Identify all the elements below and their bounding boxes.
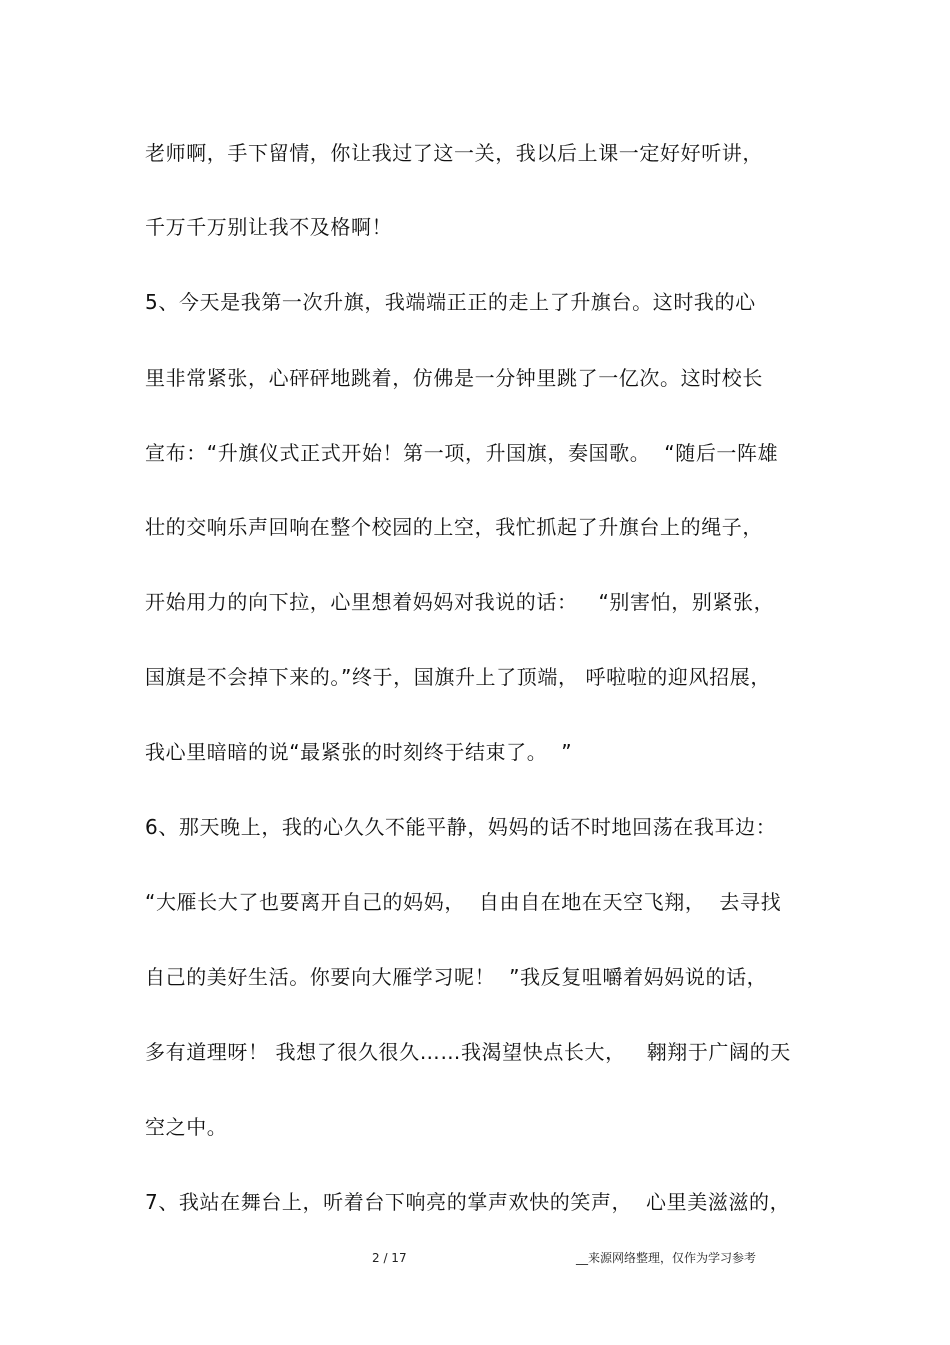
- text-line: 多有道理呀！ 我想了很久很久……我渴望快点长大， 翱翔于广阔的天: [145, 1040, 791, 1064]
- text-line: “大雁长大了也要离开自己的妈妈， 自由自在地在天空飞翔， 去寻找: [145, 890, 782, 914]
- text-line: 壮的交响乐声回响在整个校园的上空，我忙抓起了升旗台上的绳子，: [145, 515, 763, 539]
- text-line: 6、那天晚上，我的心久久不能平静，妈妈的话不时地回荡在我耳边：: [145, 815, 777, 839]
- text-line: 自己的美好生活。你要向大雁学习呢！ ”我反复咀嚼着妈妈说的话，: [145, 965, 768, 989]
- text-line: 5、今天是我第一次升旗，我端端正正的走上了升旗台。这时我的心: [145, 290, 756, 314]
- text-line: 我心里暗暗的说“最紧张的时刻终于结束了。 ”: [145, 740, 573, 764]
- source-note: __来源网络整理，仅作为学习参考: [576, 1251, 757, 1265]
- text-line: 7、我站在舞台上，听着台下响亮的掌声欢快的笑声， 心里美滋滋的，: [145, 1190, 791, 1214]
- text-line: 国旗是不会掉下来的。”终于，国旗升上了顶端， 呼啦啦的迎风招展，: [145, 665, 771, 689]
- text-line: 空之中。: [145, 1115, 228, 1139]
- text-line: 宣布：“升旗仪式正式开始！第一项，升国旗，奏国歌。 “随后一阵雄: [145, 441, 779, 465]
- text-line: 开始用力的向下拉，心里想着妈妈对我说的话： “别害怕，别紧张，: [145, 590, 775, 614]
- page-number: 2 / 17: [372, 1251, 407, 1265]
- text-line: 老师啊，手下留情，你让我过了这一关，我以后上课一定好好听讲，: [145, 141, 763, 165]
- text-line: 千万千万别让我不及格啊！: [145, 215, 393, 239]
- text-line: 里非常紧张，心砰砰地跳着，仿佛是一分钟里跳了一亿次。这时校长: [145, 366, 763, 390]
